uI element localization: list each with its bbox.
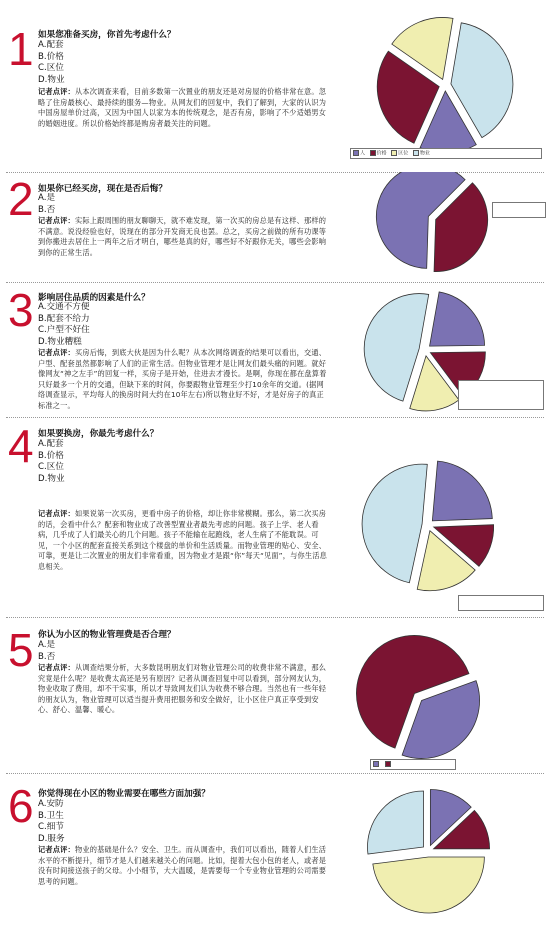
- option-c: C.细节: [38, 822, 64, 832]
- comment-tag: 记者点评：: [38, 348, 75, 357]
- question-number: 1: [8, 23, 34, 75]
- option-d: D.服务: [38, 833, 65, 844]
- comment-tag: 记者点评：: [38, 87, 75, 96]
- legend-item: 物业: [413, 150, 430, 157]
- survey-section-2: [0, 172, 550, 282]
- option-c: C.区位: [38, 462, 64, 472]
- pie-chart-2: [0, 172, 550, 282]
- option-b: B.否: [38, 651, 56, 662]
- survey-section-1: [0, 0, 550, 176]
- chart-legend: [370, 759, 456, 770]
- option-c: C.区位: [38, 63, 64, 73]
- legend-item: 区位: [391, 150, 408, 157]
- question-text: 如果你已经买房，现在是否后悔？: [38, 184, 167, 194]
- comment-tag: 记者点评：: [38, 663, 75, 672]
- option-a: A.交通不方便: [38, 302, 90, 312]
- comment-text: 物业的基础是什么？安全、卫生。而从调查中，我们可以看出，随着人们生活水平的不断提升，细节才是人们越来越关心的问题。比如，提着大包小包的老人，或者是没有时间接送孩子的父母。小小细节，大大温暖，是需要每一个专业物业管理的公司需要思考的问题。: [38, 845, 327, 886]
- comment-tag: 记者点评：: [38, 216, 75, 225]
- option-a: A.安防: [38, 799, 64, 809]
- comment-text: 如果说第一次买房，更看中房子的价格，却让你非常模糊。那么，第二次买房的话，会看中什么？配套和物业成了改善型置业者最先考虑的问题。孩子上学、老人看病，几乎成了人们最关心的几个问题。孩子不能输在起跑线，老人生病了不能耽误。可见，一个小区的配套直接关系到这个楼盘的单价和生活质量。而物业管理的贴心、安全、可靠，更是让二次置业的朋友们非常看重，因为物业才是跟“你”每天“见面”，与你生活息息相关。: [38, 509, 328, 571]
- option-b: B.卫生: [38, 810, 64, 821]
- option-a: A.配套: [38, 439, 64, 449]
- survey-section-4: [0, 417, 550, 617]
- pie-chart-5: [0, 617, 550, 773]
- comment-text: 从本次调查来看，目前多数第一次置业的朋友还是对房屋的价格非常在意。忽略了住房最核心、最持续的服务—物业。从网友们的回复中，我们了解到，大家的认识为中国房屋单价过高，又因为中国人以家为本的传统观念，是否有房，影响了不少适婚男女的婚姻进度。所以价格始终都是购房者最关注的问题。: [38, 87, 327, 128]
- question-text: 如果要换房，你最先考虑什么？: [38, 429, 159, 439]
- comment-text: 从调查结果分析，大多数昆明朋友们对物业管理公司的收费非常不满意，那么究竟是什么呢？是收费太高还是另有原因？记者从调查回复中可以看到，部分网友认为，物业收取了费用，却不干实事，所以才导致网友们认为收费不够合理。当然也有一些年轻的朋友认为，物业管理可以适当提升费用把服务和安全做好，让小区住户真正享受到安心、舒心、温馨、暖心。: [38, 663, 327, 715]
- option-b: B.价格: [38, 51, 64, 62]
- option-d: D.物业糟糕: [38, 336, 82, 347]
- option-d: D.物业: [38, 74, 65, 85]
- survey-section-5: [0, 617, 550, 773]
- pie-slice: [362, 464, 427, 583]
- question-number: 3: [8, 284, 34, 336]
- chart-legend: [458, 380, 544, 410]
- option-c: C.户型不好住: [38, 325, 90, 335]
- chart-legend: [350, 148, 542, 159]
- comment-tag: 记者点评：: [38, 509, 75, 518]
- pie-chart-6: [0, 773, 550, 938]
- option-d: D.物业: [38, 473, 65, 484]
- question-number: 5: [8, 624, 34, 676]
- chart-legend: [492, 202, 546, 218]
- comment-tag: 记者点评：: [38, 845, 75, 854]
- legend-item: [385, 761, 392, 768]
- legend-item: 价格: [370, 150, 387, 157]
- chart-legend: [458, 595, 544, 611]
- option-a: A.配套: [38, 40, 64, 50]
- comment-text: 实际上跟周围的朋友聊聊天，就不难发现，第一次买的房总是有这样、那样的不满意。说没经验也好，说现在的部分开发商无良也罢。总之，买房之前做的所有功课等到你搬进去居住上一两年之后才明白，哪些是真的好，哪些好不好跟你无关，哪些会影响到你的正常生活。: [38, 216, 327, 257]
- question-number: 2: [8, 173, 34, 225]
- question-text: 如果您准备买房，你首先考虑什么？: [38, 30, 176, 40]
- question-number: 6: [8, 780, 34, 832]
- pie-slice: [432, 461, 492, 521]
- question-text: 你认为小区的物业管理费是否合理？: [38, 630, 176, 640]
- pie-slice: [367, 791, 423, 854]
- option-b: B.配套不给力: [38, 313, 90, 324]
- legend-item: 人: [353, 150, 365, 157]
- option-a: A.是: [38, 193, 56, 203]
- comment-text: 买房后悔，到底大伙是因为什么呢？从本次网络调查的结果可以看出，交通、户型、配套虽然都影响了人们的正常生活。但物业管理才是让网友们最头痛的问题。就好像网友“神之左手”的回复一样，买房子是开始，住进去才漫长。是啊，你现在都在盘算着只好最多一个月的交通，但缺下来的时间，你要跟物业管理至少打10余年的交道。(据网络调查显示，平均每人的换房时间大约在10年左右)所以物业好不好，才是好房子的真正标准之一。: [38, 348, 327, 410]
- option-a: A.是: [38, 640, 56, 650]
- question-number: 4: [8, 420, 34, 472]
- question-text: 影响居住品质的因素是什么？: [38, 293, 150, 303]
- survey-section-3: [0, 282, 550, 417]
- survey-section-6: [0, 773, 550, 938]
- pie-chart-4: [0, 417, 550, 617]
- option-b: B.价格: [38, 450, 64, 461]
- legend-item: [373, 761, 380, 768]
- question-text: 你觉得现在小区的物业需要在哪些方面加强？: [38, 789, 210, 799]
- pie-slice: [373, 857, 485, 913]
- option-b: B.否: [38, 204, 56, 215]
- pie-slice: [430, 292, 485, 346]
